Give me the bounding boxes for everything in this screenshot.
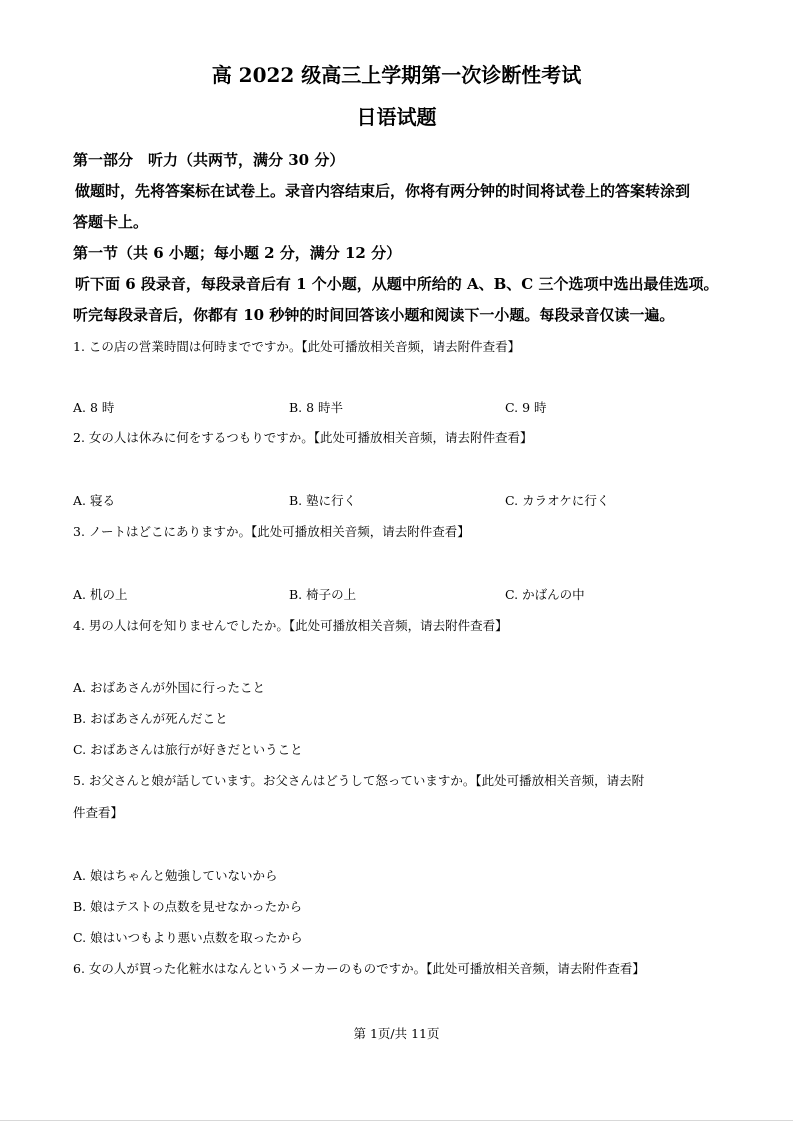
question-4-option-c: C. おばあさんは旅行が好きだということ [73, 742, 303, 757]
page-number: 第 1页/共 11页 [353, 1026, 440, 1041]
question-5-option-a: A. 娘はちゃんと勉強していないから [73, 868, 278, 883]
question-3-option-c: C. かばんの中 [505, 587, 585, 602]
question-1-option-b: B. 8 時半 [289, 400, 344, 415]
question-4-stem: 4. 男の人は何を知りませんでしたか。【此处可播放相关音频，请去附件查看】 [73, 618, 508, 633]
question-5-option-b: B. 娘はテストの点数を見せなかったから [73, 899, 303, 914]
question-6-stem: 6. 女の人が買った化粧水はなんというメーカーのものですか。【此处可播放相关音频，请去附件查看】 [73, 961, 645, 976]
section1-instruction-line1: 听下面 6 段录音，每段录音后有 1 个小题，从题中所给的 A、B、C 三个选项中选出最佳选项。 [75, 275, 719, 293]
question-4-option-b: B. おばあさんが死んだこと [73, 711, 228, 726]
page-subtitle: 日语试题 [356, 105, 437, 129]
question-3-option-a: A. 机の上 [73, 587, 128, 602]
question-2-option-a: A. 寝る [73, 493, 115, 508]
part1-instruction-line2: 答题卡上。 [73, 213, 149, 231]
page-title: 高 2022 级高三上学期第一次诊断性考试 [211, 63, 582, 87]
question-2-stem: 2. 女の人は休みに何をするつもりですか。【此处可播放相关音频，请去附件查看】 [73, 430, 533, 445]
question-4-option-a: A. おばあさんが外国に行ったこと [73, 680, 265, 695]
question-5-stem-line2: 件查看】 [73, 805, 124, 820]
part1-instruction-line1: 做题时，先将答案标在试卷上。录音内容结束后，你将有两分钟的时间将试卷上的答案转涂到 [75, 182, 691, 200]
page-edge-divider [0, 1120, 793, 1121]
question-2-option-b: B. 塾に行く [289, 493, 357, 508]
question-1-stem: 1. この店の営業時間は何時までですか。【此处可播放相关音频，请去附件查看】 [73, 339, 521, 354]
question-2-option-c: C. カラオケに行く [505, 493, 610, 508]
question-5-stem-line1: 5. お父さんと娘が話しています。お父さんはどうして怒っていますか。【此处可播放相关音频，请去附 [73, 773, 645, 788]
question-1-option-a: A. 8 時 [73, 400, 115, 415]
section1-instruction-line2: 听完每段录音后，你都有 10 秒钟的时间回答该小题和阅读下一小题。每段录音仅读一遍。 [73, 306, 675, 324]
question-3-stem: 3. ノートはどこにありますか。【此处可播放相关音频，请去附件查看】 [73, 524, 470, 539]
part1-heading: 第一部分 听力（共两节，满分 30 分） [73, 151, 345, 169]
question-3-option-b: B. 椅子の上 [289, 587, 357, 602]
question-1-option-c: C. 9 時 [505, 400, 547, 415]
section1-heading: 第一节（共 6 小题；每小题 2 分，满分 12 分） [73, 244, 402, 262]
question-5-option-c: C. 娘はいつもより悪い点数を取ったから [73, 930, 303, 945]
